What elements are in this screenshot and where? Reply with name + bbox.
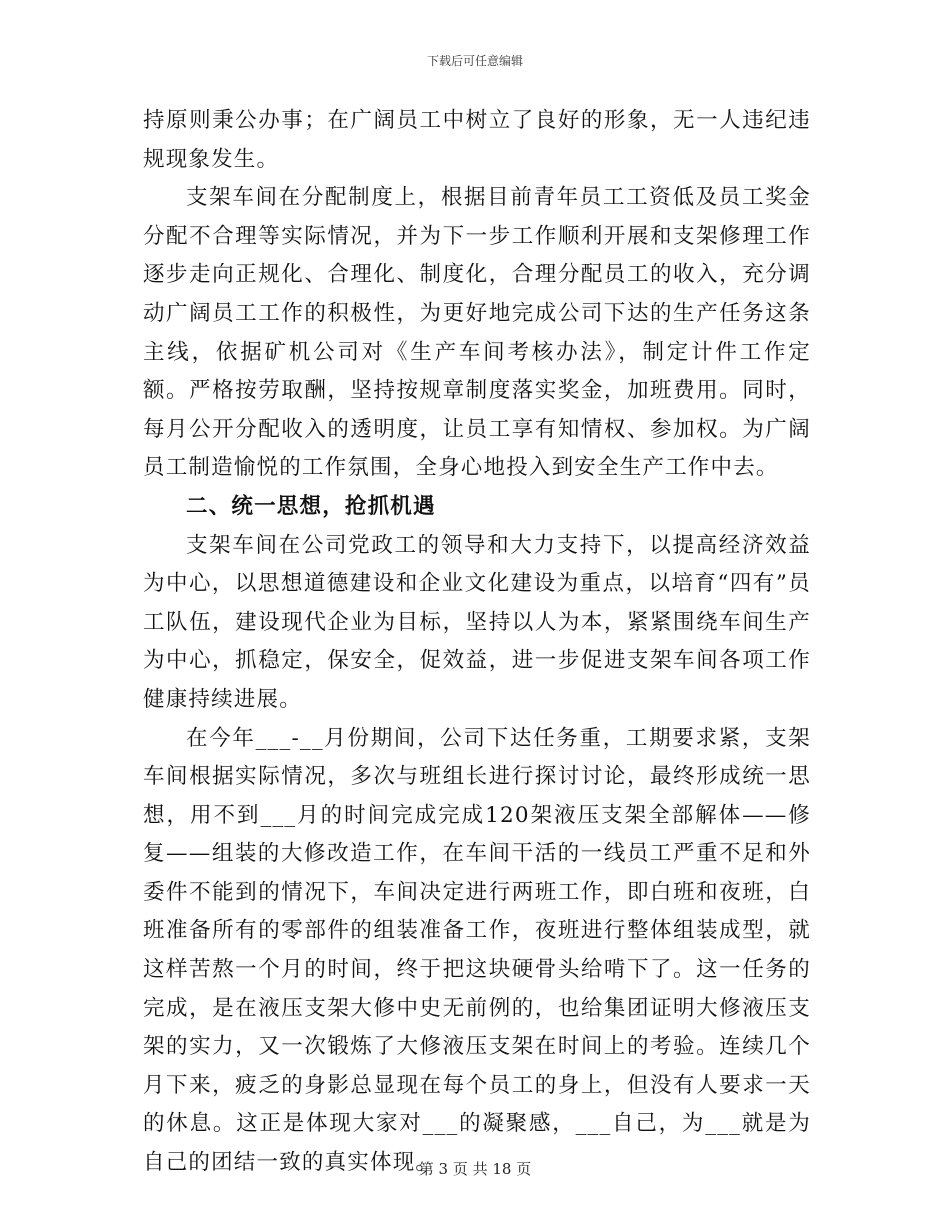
paragraph-continuation: 持原则秉公办事；在广阔员工中树立了良好的形象，无一人违纪违规现象发生。 (143, 108, 811, 172)
page-header-note: 下载后可任意编辑 (426, 54, 523, 68)
section-heading: 二、统一思想，抢抓机遇 (186, 493, 436, 519)
paragraph-distribution-system: 支架车间在分配制度上，根据目前青年员工工资低及员工奖金分配不合理等实际情况，并为下一步工作顺利开展和支架修理工作逐步走向正规化、合理化、制度化，合理分配员工的收入，充分调动广阔员工工作的积极性，为更好地完成公司下达的生产任务这条主线，依据矿机公司对《生产车间考核办法》，制定计件工作定额。严格按劳取酬，坚持按规章制度落实奖金，加班费用。同时，每月公开分配收入的透明度，让员工享有知情权、参加权。为广阔员工制造愉悦的工作氛围，全身心地投入到安全生产工作中去。 (143, 185, 811, 481)
page-number: 第 3 页 共 18 页 (418, 1160, 532, 1178)
paragraph-overhaul-task: 在今年___-__月份期间，公司下达任务重，工期要求紧，支架车间根据实际情况，多次与班组长进行探讨讨论，最终形成统一思想，用不到___月的时间完成完成120架液压支架全部解体——修复——组装的大修改造工作，在车间干活的一线员工严重不足和外委件不能到的情况下，车间决定进行两班工作，即白班和夜班，白班准备所有的零部件的组装准备工作，夜班进行整体组装成型，就这样苦熬一个月的时间，终于把这块硬骨头给啃下了。这一任务的完成，是在液压支架大修中史无前例的，也给集团证明大修液压支架的实力，又一次锻炼了大修液压支架在时间上的考验。连续几个月下来，疲乏的身影总显现在每个员工的身上，但没有人要求一天的休息。这正是体现大家对___的凝聚感，___自己，为___就是为自己的团结一致的真实体现。 (143, 725, 811, 1176)
paragraph-leadership: 支架车间在公司党政工的领导和大力支持下，以提高经济效益为中心，以思想道德建设和企业文化建设为重点，以培育“四有”员工队伍，建设现代企业为目标，坚持以人为本，紧紧围绕车间生产为中心，抓稳定，保安全，促效益，进一步促进支架车间各项工作健康持续进展。 (143, 532, 811, 712)
document-body (143, 102, 811, 1183)
